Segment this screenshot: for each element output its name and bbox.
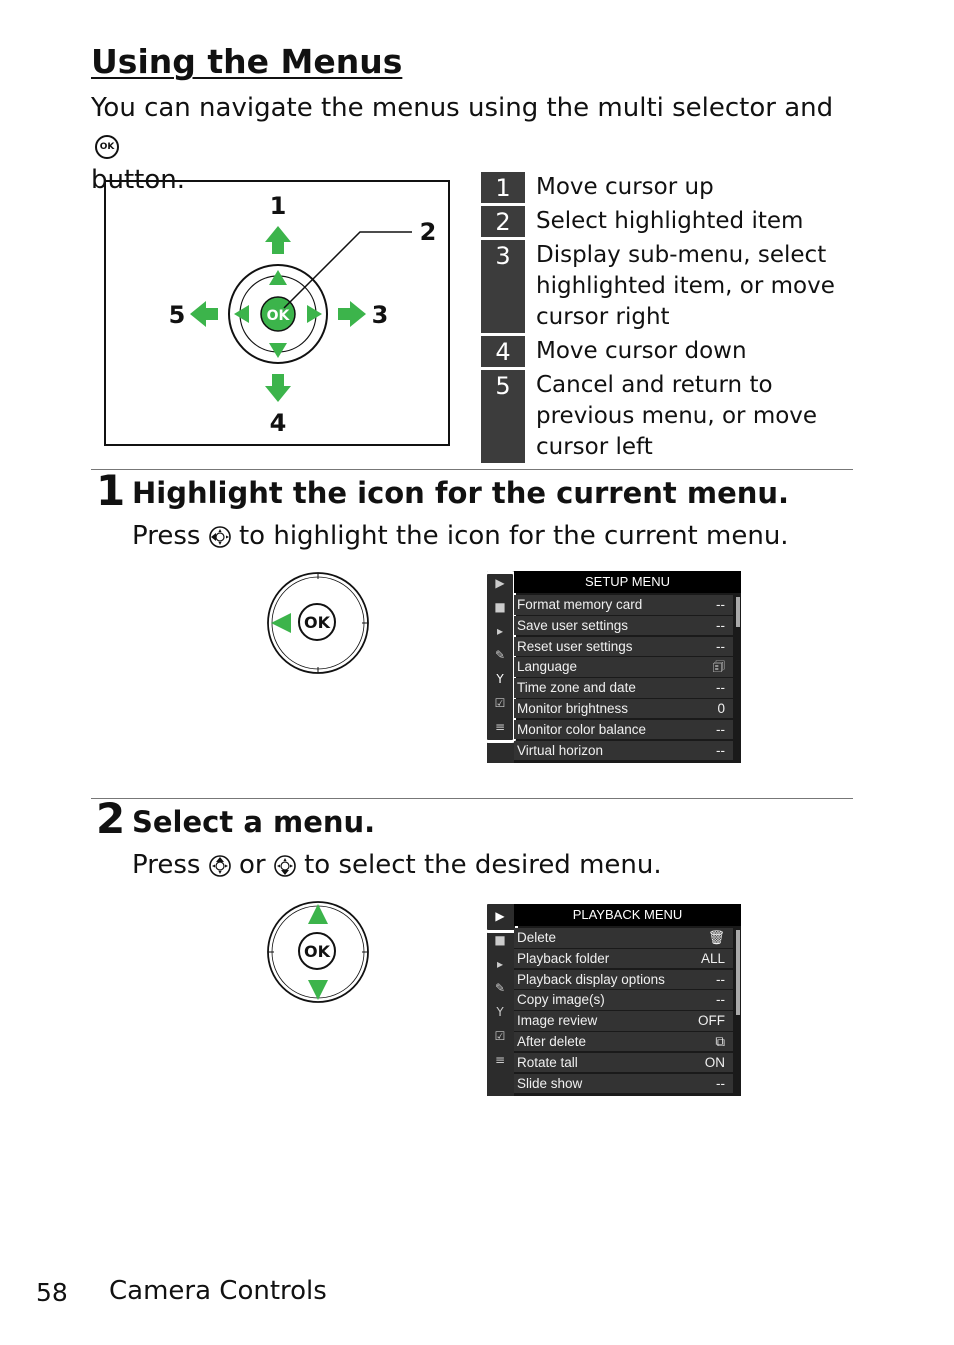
menu-item[interactable] (514, 1074, 733, 1094)
legend-row (481, 240, 861, 333)
menu-item-value: -- (716, 721, 725, 737)
menu-item-value: ON (704, 1054, 725, 1070)
menu-item[interactable] (514, 1032, 733, 1052)
ok-label: OK (266, 308, 290, 324)
camera-tab-icon[interactable]: ■ (494, 933, 506, 947)
playback-tab-icon[interactable]: ▶ (495, 909, 505, 923)
scrollbar[interactable] (736, 930, 740, 1015)
legend-text: Cancel and return to previous menu, or move cursor left (536, 372, 818, 460)
menu-item-label: Language (517, 659, 578, 675)
menu-item-value: -- (716, 742, 725, 758)
legend-table (481, 172, 861, 466)
step-2-instruction (132, 850, 662, 880)
multi-selector-left-icon (209, 526, 231, 548)
step-2-text-or: or (238, 850, 266, 880)
multi-selector-up-icon (209, 855, 231, 877)
label-1: 1 (269, 192, 287, 220)
arrow-down-icon (265, 374, 291, 402)
camera-tab-icon[interactable]: ■ (494, 600, 506, 614)
step-1-title: Highlight the icon for the current menu. (132, 476, 790, 510)
menu-item[interactable] (514, 970, 733, 990)
legend-row (481, 336, 861, 367)
retouch-tab-icon[interactable]: ☑ (494, 696, 506, 710)
intro-text: You can navigate the menus using the multi selector and (91, 93, 834, 123)
legend-text: Move cursor up (536, 174, 714, 200)
multi-selector-diagram (104, 180, 450, 446)
menu-item-label: Playback folder (517, 950, 610, 966)
screen-header: SETUP MENU (514, 571, 741, 593)
menu-item[interactable] (514, 1011, 733, 1031)
menu-item-label: Virtual horizon (517, 742, 604, 758)
legend-number: 1 (481, 172, 525, 203)
menu-item-value: 🗊 (712, 659, 725, 675)
menu-item-label: Time zone and date (517, 680, 636, 696)
retouch-tab-icon[interactable]: ☑ (494, 1029, 506, 1043)
multi-selector-left-diagram (266, 571, 370, 675)
menu-item[interactable] (514, 678, 733, 698)
menu-item-value: -- (716, 680, 725, 696)
legend-text: Display sub-menu, select highlighted item, or move cursor right (536, 242, 835, 330)
ok-label: OK (304, 942, 330, 961)
legend-row (481, 206, 861, 237)
menu-item[interactable] (514, 741, 733, 761)
label-5: 5 (168, 301, 186, 329)
menu-item[interactable] (514, 990, 733, 1010)
custom-settings-tab-icon[interactable]: ✎ (494, 981, 506, 995)
menu-item[interactable] (514, 928, 733, 948)
scrollbar[interactable] (736, 597, 740, 627)
step-2-text-after: to select the desired menu. (304, 850, 662, 880)
menu-item-label: Slide show (517, 1075, 583, 1091)
step-2-text-before: Press (132, 850, 201, 880)
movie-tab-icon[interactable]: ▸ (496, 624, 504, 638)
playback-tab-icon[interactable]: ▶ (495, 576, 505, 590)
step-1-text-before: Press (132, 521, 201, 551)
setup-menu-screen (487, 571, 741, 763)
menu-item-value: -- (716, 597, 725, 612)
menu-item-label: Delete (517, 930, 557, 945)
menu-item[interactable] (514, 949, 733, 969)
page-number: 58 (36, 1278, 68, 1307)
menu-item-value: OFF (698, 1013, 725, 1029)
my-menu-tab-icon[interactable]: ≡ (494, 1053, 506, 1067)
multi-selector-updown-diagram (266, 900, 370, 1004)
movie-tab-icon[interactable]: ▸ (496, 957, 504, 971)
menu-item-value: -- (716, 992, 725, 1008)
menu-item-label: Image review (517, 1013, 598, 1029)
menu-item[interactable] (514, 616, 733, 636)
legend-number: 5 (481, 370, 525, 463)
menu-item-value: -- (716, 617, 725, 633)
menu-item[interactable] (514, 720, 733, 740)
arrow-left-icon (190, 301, 218, 327)
label-2: 2 (419, 218, 437, 246)
menu-item-value: -- (716, 1075, 725, 1091)
menu-item[interactable] (514, 637, 733, 657)
playback-menu-screen (487, 904, 741, 1096)
custom-settings-tab-icon[interactable]: ✎ (494, 648, 506, 662)
menu-item-label: Format memory card (517, 597, 643, 612)
menu-list (514, 595, 733, 761)
legend-row (481, 370, 861, 463)
page-title: Using the Menus (91, 42, 403, 81)
legend-text: Select highlighted item (536, 208, 804, 234)
menu-item-label: Reset user settings (517, 638, 633, 654)
legend-text: Move cursor down (536, 338, 747, 364)
step-2-title: Select a menu. (132, 805, 376, 839)
step-1-number: 1 (96, 466, 126, 515)
step-1-instruction (132, 521, 789, 551)
sidebar-highlight (484, 901, 518, 933)
setup-tab-icon[interactable]: Y (496, 1005, 504, 1019)
multi-selector-down-icon (274, 855, 296, 877)
legend-number: 3 (481, 240, 525, 333)
footer-section-title: Camera Controls (109, 1276, 327, 1306)
menu-item-value: -- (716, 638, 725, 654)
legend-row (481, 172, 861, 203)
menu-item-label: Rotate tall (517, 1054, 578, 1070)
intro-text-end: button. (91, 165, 186, 195)
ok-label: OK (304, 613, 330, 632)
label-4: 4 (269, 409, 287, 437)
multi-selector-figure (106, 182, 448, 444)
menu-item-value: ⧉ (715, 1033, 725, 1049)
menu-item[interactable] (514, 595, 733, 615)
setup-tab-icon[interactable]: Y (496, 672, 504, 686)
menu-item-value: 🗑 (707, 930, 725, 945)
arrow-right-icon (338, 301, 366, 327)
menu-item[interactable] (514, 699, 733, 719)
menu-item[interactable] (514, 657, 733, 677)
screen-header: PLAYBACK MENU (514, 904, 741, 926)
menu-item-label: Save user settings (517, 617, 629, 633)
menu-item-value: 0 (717, 700, 725, 716)
legend-number: 2 (481, 206, 525, 237)
menu-item-value: -- (716, 971, 725, 987)
my-menu-tab-icon[interactable]: ≡ (494, 720, 506, 734)
menu-item[interactable] (514, 1053, 733, 1073)
label-3: 3 (371, 301, 389, 329)
legend-number: 4 (481, 336, 525, 367)
sidebar-highlight (484, 571, 516, 743)
menu-list (514, 928, 733, 1094)
menu-item-label: Playback display options (517, 971, 665, 987)
step-1-text-after: to highlight the icon for the current menu. (238, 521, 789, 551)
arrow-up-icon (265, 226, 291, 254)
section-divider (91, 798, 853, 799)
section-divider (91, 469, 853, 470)
menu-item-value: ALL (700, 950, 725, 966)
menu-item-label: Copy image(s) (517, 992, 605, 1008)
menu-item-label: Monitor color balance (517, 721, 647, 737)
step-2-number: 2 (96, 794, 126, 843)
menu-item-label: After delete (517, 1033, 587, 1049)
menu-item-label: Monitor brightness (517, 700, 629, 716)
ok-button-icon: OK (95, 135, 119, 159)
